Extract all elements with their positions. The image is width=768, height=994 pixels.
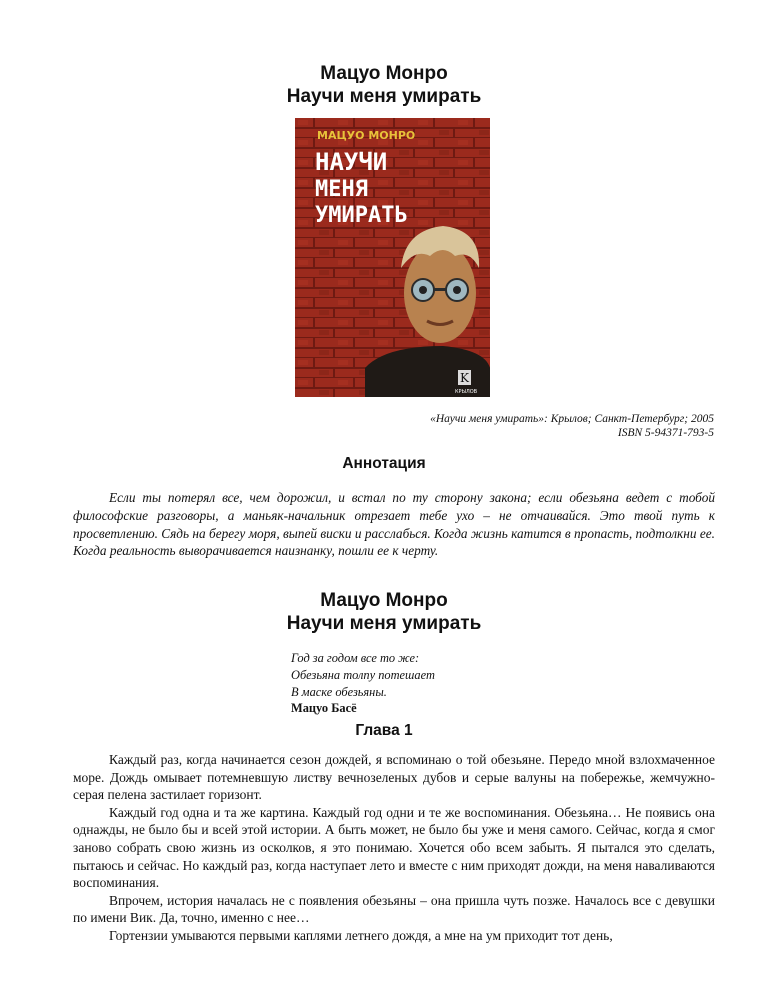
cover-title-line-2: МЕНЯ bbox=[315, 177, 368, 202]
chapter-paragraph: Каждый раз, когда начинается сезон дождей, я вспоминаю о той обезьяне. Передо мной взлохмаченное море. Дождь омывает потемневшую листву вечнозеленых дубов и серые валуны на побережье, жемчужно-серая пелена застилает горизонт. bbox=[73, 752, 715, 803]
chapter-body bbox=[73, 751, 715, 945]
chapter-paragraph: Гортензии умываются первыми каплями летнего дождя, а мне на ум приходит тот день, bbox=[109, 927, 613, 943]
book-title: Научи меня умирать bbox=[286, 86, 482, 107]
epigraph-line: В маске обезьяны. bbox=[291, 684, 387, 699]
epigraph bbox=[291, 650, 435, 717]
publication-line: «Научи меня умирать»: Крылов; Санкт-Петербург; 2005 bbox=[430, 413, 714, 425]
cover-publisher-mark: K bbox=[460, 371, 469, 385]
chapter-heading: Глава 1 bbox=[355, 722, 413, 739]
cover-title-line-3: УМИРАТЬ bbox=[315, 203, 408, 228]
epigraph-author: Мацуо Басё bbox=[291, 701, 357, 716]
cover-title-line-1: НАУЧИ bbox=[315, 148, 388, 176]
epigraph-line: Обезьяна толпу потешает bbox=[291, 667, 435, 682]
cover-publisher-name: КРЫЛОВ bbox=[455, 389, 478, 395]
book-header bbox=[0, 62, 768, 108]
second-book-header bbox=[0, 589, 768, 635]
book-author: Мацуо Монро bbox=[320, 63, 448, 84]
chapter-paragraph: Впрочем, история началась не с появления обезьяны – она пришла чуть позже. Началось все с девушки по имени Вик. Да, точно, именно с нее… bbox=[73, 892, 715, 926]
publication-info bbox=[0, 412, 714, 440]
cover-author-text: МАЦУО МОНРО bbox=[317, 129, 416, 142]
second-book-title: Научи меня умирать bbox=[286, 613, 482, 634]
book-cover-image bbox=[295, 118, 490, 397]
chapter-paragraph: Каждый год одна и та же картина. Каждый год одни и те же воспоминания. Обезьяна… Не появись она однажды, не было бы и всей этой истории. А быть может, не было бы уже и меня самого. Сейчас, когда я смог заново собрать свою жизнь из осколков, я это понимаю. Хочется обо всем забыть. Я пытался это сделать, пытаюсь и сейчас. Но каждый раз, когда наступает лето и вместе с ним приходят дожди, на меня наваливаются воспоминания. bbox=[73, 804, 715, 891]
isbn-line: ISBN 5-94371-793-5 bbox=[617, 427, 714, 439]
epigraph-line: Год за годом все то же: bbox=[291, 651, 420, 665]
annotation-text: Если ты потерял все, чем дорожил, и встал по ту сторону закона; если обезьяна ведет с тобой философские разговоры, а маньяк-начальник отрезает тебе ухо – не отчаивайся. Это твой путь к просветлению. Сядь на берегу моря, выпей виски и расслабься. Когда жизнь катится в пропасть, подтолкни ее. Когда реальность выворачивается наизнанку, пошли ее к черту. bbox=[73, 490, 715, 559]
annotation-heading: Аннотация bbox=[342, 455, 426, 472]
second-book-author: Мацуо Монро bbox=[320, 590, 448, 611]
